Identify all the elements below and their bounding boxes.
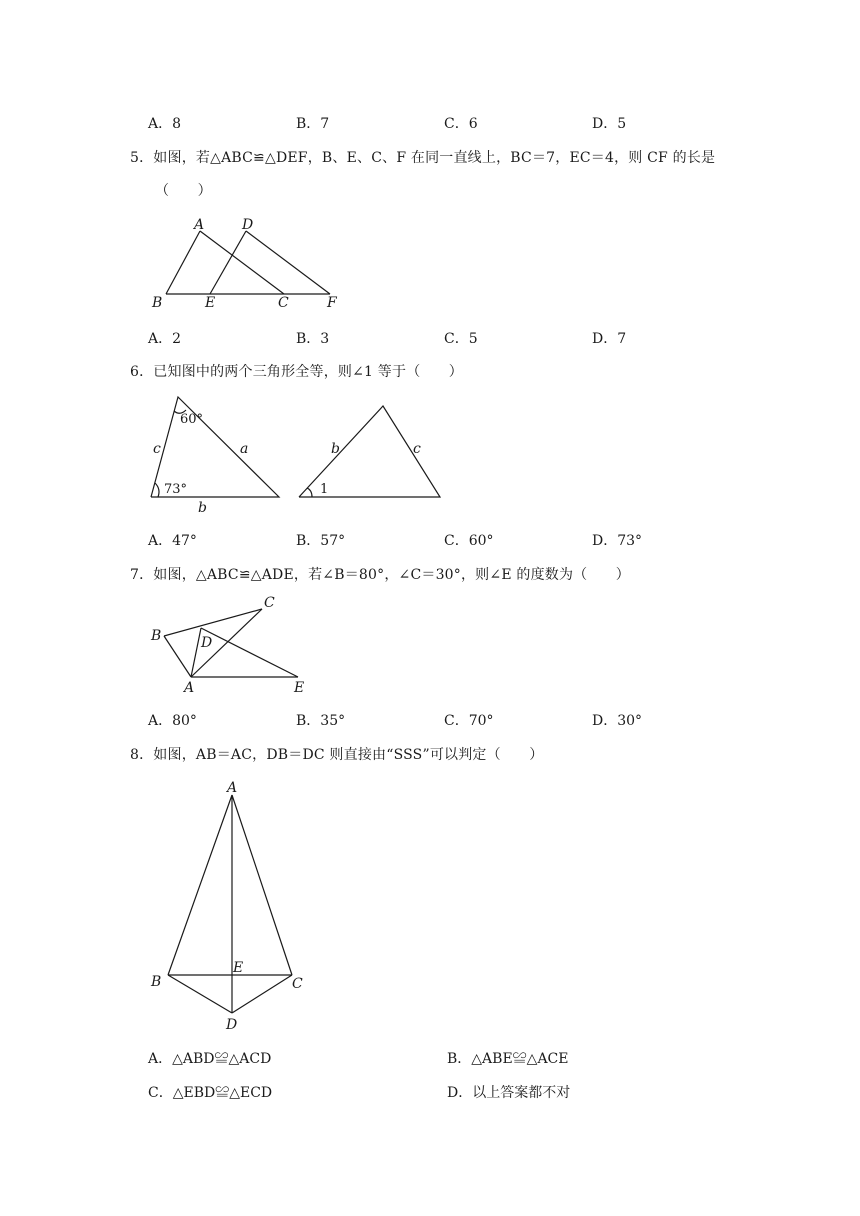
q5-label-a: A — [194, 217, 205, 233]
q5-option-b: B．3 — [296, 331, 330, 347]
q5-label-e: E — [205, 295, 216, 311]
q7-label-d: D — [201, 635, 213, 651]
q8-option-d: D．以上答案都不对 — [447, 1085, 571, 1101]
q4-option-c: C．6 — [444, 116, 478, 132]
q6-right-label-b: b — [331, 441, 340, 457]
q6-left-label-a: a — [240, 441, 249, 457]
q7-option-d: D．30° — [592, 713, 643, 729]
q6-option-a: A．47° — [148, 533, 197, 549]
q5-label-b: B — [152, 295, 163, 311]
q8-label-d: D — [226, 1017, 238, 1033]
q6-left-label-c: c — [153, 441, 161, 457]
q8-segment-bd — [168, 975, 232, 1013]
q8-label-a: A — [227, 780, 238, 796]
q8-option-b: B．△ABE≌△ACE — [447, 1051, 569, 1067]
q6-label-73: 73° — [164, 482, 188, 497]
q7-stem: 7．如图，△ABC≌△ADE，若∠B＝80°，∠C＝30°，则∠E 的度数为（ ） — [130, 567, 630, 583]
q8-stem: 8．如图，AB＝AC，DB＝DC 则直接由“SSS”可以判定（ ） — [130, 747, 544, 763]
q5-stem-line2: （ ） — [155, 183, 212, 199]
q6-right-label-c: c — [413, 441, 421, 457]
q8-label-c: C — [292, 976, 303, 992]
q8-option-a: A．△ABD≌△ACD — [148, 1051, 272, 1067]
q8-segment-ab — [168, 795, 232, 975]
q6-option-b: B．57° — [296, 533, 346, 549]
q7-option-a: A．80° — [148, 713, 197, 729]
q8-label-e: E — [233, 960, 244, 976]
q4-option-d: D．5 — [592, 116, 627, 132]
q5-option-a: A．2 — [148, 331, 182, 347]
q6-option-d: D．73° — [592, 533, 643, 549]
q8-segment-cd — [232, 975, 292, 1013]
q7-label-b: B — [151, 628, 162, 644]
q7-option-c: C．70° — [444, 713, 494, 729]
q7-label-e: E — [294, 680, 305, 696]
q6-label-60: 60° — [180, 412, 204, 427]
q5-label-f: F — [327, 295, 337, 311]
q5-option-d: D．7 — [592, 331, 627, 347]
q5-option-c: C．5 — [444, 331, 478, 347]
q6-left-label-b: b — [198, 500, 207, 516]
q6-label-angle-1: 1 — [320, 482, 329, 497]
q7-label-c: C — [264, 595, 275, 611]
q5-stem-line1: 5．如图，若△ABC≌△DEF，B、E、C、F 在同一直线上，BC＝7，EC＝4，则 CF 的长是 — [130, 150, 716, 166]
q7-option-b: B．35° — [296, 713, 346, 729]
q5-label-d: D — [242, 217, 254, 233]
q4-option-b: B．7 — [296, 116, 330, 132]
q8-label-b: B — [151, 974, 162, 990]
q4-option-a: A．8 — [148, 116, 182, 132]
q8-segment-ac — [232, 795, 292, 975]
q6-option-c: C．60° — [444, 533, 494, 549]
q5-label-c: C — [278, 295, 289, 311]
q8-option-c: C．△EBD≌△ECD — [148, 1085, 273, 1101]
q6-stem: 6．已知图中的两个三角形全等，则∠1 等于（ ） — [130, 364, 463, 380]
q7-label-a: A — [184, 680, 195, 696]
